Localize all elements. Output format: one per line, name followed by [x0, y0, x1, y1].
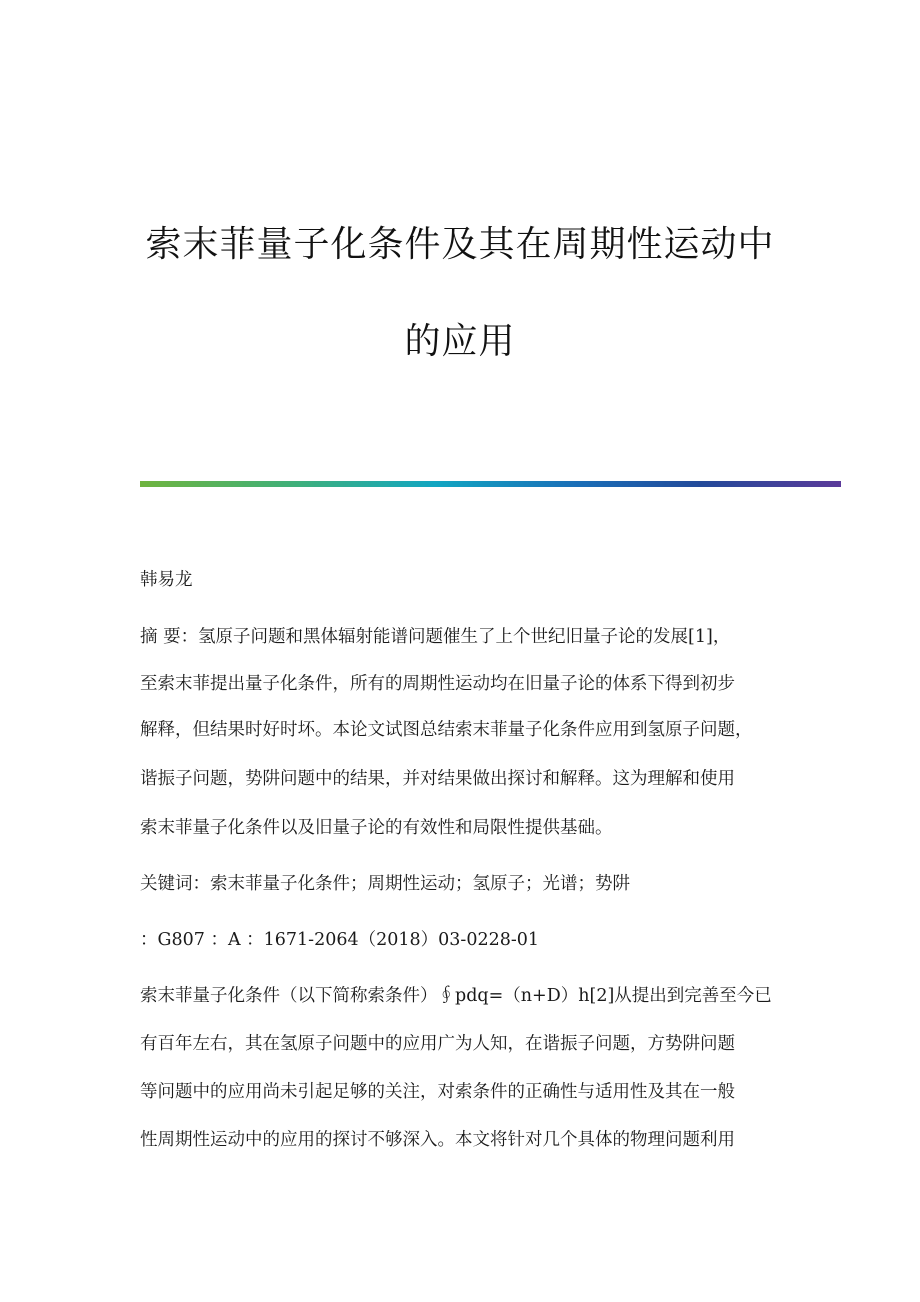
- body-paragraph-line: 索末菲量子化条件（以下简称索条件）∮pdq=（n+D）h[2]从提出到完善至今已: [140, 986, 772, 1006]
- abstract-line: 摘 要：氢原子问题和黑体辐射能谱问题催生了上个世纪旧量子论的发展[1]，: [140, 627, 731, 647]
- abstract-line: 至索末菲提出量子化条件，所有的周期性运动均在旧量子论的体系下得到初步: [140, 674, 735, 694]
- body-paragraph-line: 有百年左右，其在氢原子问题中的应用广为人知，在谐振子问题，方势阱问题: [140, 1034, 735, 1054]
- document-title-line-1: 索末菲量子化条件及其在周期性运动中: [145, 224, 775, 265]
- author-name: 韩易龙: [140, 570, 193, 590]
- body-paragraph-line: 性周期性运动中的应用的探讨不够深入。本文将针对几个具体的物理问题利用: [140, 1130, 735, 1150]
- title-divider: [140, 481, 841, 487]
- document-title-line-2: 的应用: [404, 321, 516, 362]
- keywords-line: 关键词：索末菲量子化条件；周期性运动；氢原子；光谱；势阱: [140, 874, 630, 894]
- classification-line: ：G807 ：A ：1671-2064（2018）03-0228-01: [140, 930, 540, 950]
- abstract-line: 谐振子问题，势阱问题中的结果，并对结果做出探讨和解释。这为理解和使用: [140, 769, 735, 789]
- body-paragraph-line: 等问题中的应用尚未引起足够的关注，对索条件的正确性与适用性及其在一般: [140, 1082, 735, 1102]
- abstract-line: 解释，但结果时好时坏。本论文试图总结索末菲量子化条件应用到氢原子问题，: [140, 720, 753, 740]
- abstract-line: 索末菲量子化条件以及旧量子论的有效性和局限性提供基础。: [140, 818, 613, 838]
